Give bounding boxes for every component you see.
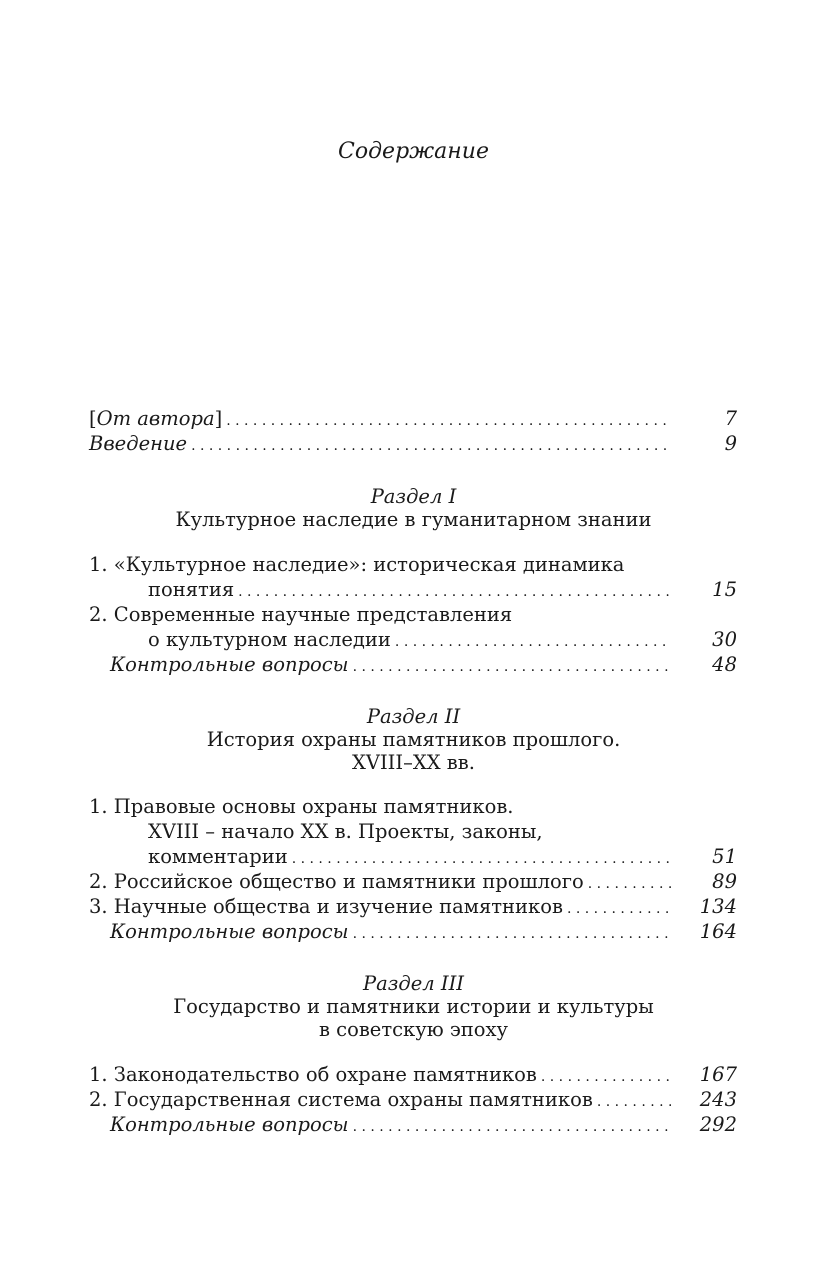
toc-page-number: 48 bbox=[712, 653, 737, 676]
toc-page-number: 89 bbox=[712, 870, 737, 893]
toc-entry-label: 2. Современные научные представления bbox=[89, 603, 513, 626]
dot-leader bbox=[292, 845, 671, 868]
toc-entry-from-author[interactable] bbox=[89, 407, 737, 432]
toc-entry-label: 3. Научные общества и изучение памятников bbox=[89, 895, 563, 918]
toc-page-number: 164 bbox=[699, 920, 737, 943]
toc-entry-label: 1. Правовые основы охраны памятников. bbox=[89, 795, 514, 818]
toc-entry-label: 1. «Культурное наследие»: историческая динамика bbox=[89, 553, 625, 576]
section-label: Раздел II bbox=[366, 705, 461, 728]
toc-entry[interactable] bbox=[148, 628, 737, 653]
toc-entry-label: XVIII – начало XX в. Проекты, законы, bbox=[148, 820, 543, 843]
toc-entry-label: Введение bbox=[89, 432, 188, 455]
dot-leader bbox=[238, 578, 671, 601]
toc-entry-label: [От автора] bbox=[89, 407, 223, 430]
toc-entry-label: 1. Законодательство об охране памятников bbox=[89, 1063, 537, 1086]
toc-entry-label: комментарии bbox=[148, 845, 288, 868]
section-title: в советскую эпоху bbox=[318, 1018, 509, 1041]
section-heading bbox=[0, 972, 827, 1041]
toc-entry-label: Контрольные вопросы bbox=[110, 920, 349, 943]
dot-leader bbox=[395, 628, 671, 651]
page-title: Содержание bbox=[338, 139, 489, 164]
toc-entry[interactable] bbox=[89, 1063, 737, 1088]
toc-entry-label: понятия bbox=[148, 578, 235, 601]
section-title: Культурное наследие в гуманитарном знании bbox=[175, 508, 652, 531]
toc-entry-label: 2. Российское общество и памятники прошлого bbox=[89, 870, 584, 893]
toc-entry-questions[interactable] bbox=[110, 1113, 737, 1138]
section-heading bbox=[0, 705, 827, 774]
toc-page-number: 51 bbox=[712, 845, 737, 868]
toc-page-number: 7 bbox=[724, 407, 737, 430]
section-heading bbox=[0, 485, 827, 531]
toc-page-number: 9 bbox=[724, 432, 737, 455]
toc-page-number: 167 bbox=[699, 1063, 737, 1086]
toc-entry-questions[interactable] bbox=[110, 920, 737, 945]
dot-leader bbox=[567, 895, 671, 918]
dot-leader bbox=[353, 653, 671, 676]
toc-entry[interactable] bbox=[148, 845, 737, 870]
section-title: XVIII–XX вв. bbox=[352, 751, 475, 774]
toc-entry-label: о культурном наследии bbox=[148, 628, 391, 651]
toc-entry-label: Контрольные вопросы bbox=[110, 1113, 349, 1136]
toc-page-number: 30 bbox=[712, 628, 737, 651]
section-title: История охраны памятников прошлого. bbox=[206, 728, 621, 751]
toc-entry[interactable] bbox=[148, 578, 737, 603]
dot-leader bbox=[597, 1088, 671, 1111]
section-label: Раздел III bbox=[362, 972, 464, 995]
dot-leader bbox=[588, 870, 671, 893]
toc-entry[interactable] bbox=[89, 895, 737, 920]
toc-page-number: 15 bbox=[712, 578, 737, 601]
toc-entry-introduction[interactable] bbox=[89, 432, 737, 457]
section-title: Государство и памятники истории и культуры bbox=[173, 995, 654, 1018]
dot-leader bbox=[541, 1063, 671, 1086]
toc-entry-questions[interactable] bbox=[110, 653, 737, 678]
toc-entry-label: 2. Государственная система охраны памятников bbox=[89, 1088, 593, 1111]
dot-leader bbox=[353, 920, 671, 943]
toc-page-number: 243 bbox=[699, 1088, 737, 1111]
section-label: Раздел I bbox=[370, 485, 457, 508]
toc-page-number: 134 bbox=[699, 895, 737, 918]
toc-entry-label: Контрольные вопросы bbox=[110, 653, 349, 676]
dot-leader bbox=[191, 432, 671, 455]
dot-leader bbox=[226, 407, 671, 430]
toc-entry[interactable] bbox=[89, 1088, 737, 1113]
toc-page-number: 292 bbox=[699, 1113, 737, 1136]
toc-entry[interactable] bbox=[89, 870, 737, 895]
dot-leader bbox=[353, 1113, 671, 1136]
